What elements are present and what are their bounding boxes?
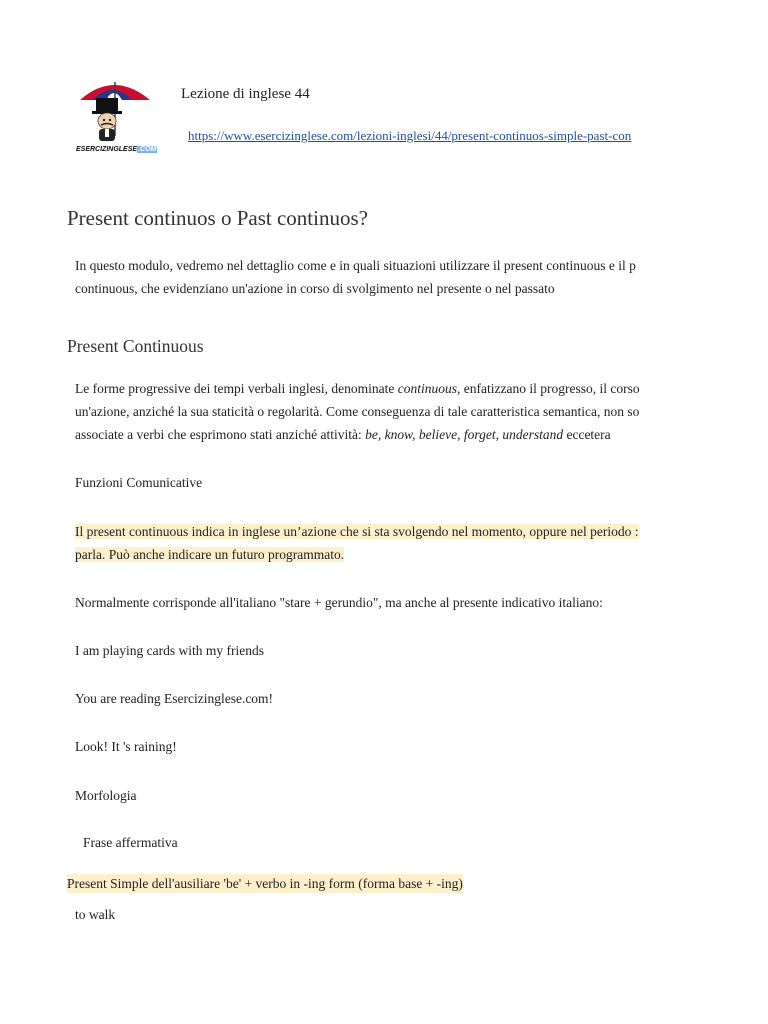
highlight-text-1: Il present continuous indica in inglese un’azione che si sta svolgendo nel momento, oppure nel periodo : <box>75 524 639 539</box>
p3-text-end: eccetera <box>563 427 611 442</box>
funzioni-label: Funzioni Comunicative <box>75 475 203 490</box>
section-paragraph-line-3 <box>75 423 701 446</box>
p3-text: associate a verbi che esprimono stati anziché attività: <box>75 427 366 442</box>
rule-line <box>67 876 463 892</box>
lesson-title: Lezione di inglese 44 <box>181 86 310 102</box>
highlight-line-2 <box>75 543 701 566</box>
p3-examples: be, know, believe, forget, understand <box>365 427 564 442</box>
section-heading: Present Continuous <box>67 336 204 356</box>
logo-text: ESERCIZINGLESE <box>76 146 138 153</box>
example-3: Look! It 's raining! <box>75 739 177 754</box>
logo-suffix: .COM <box>138 146 157 153</box>
esercizinglese-logo <box>76 76 157 164</box>
section-paragraph-line-1 <box>75 377 701 400</box>
p1-text: Le forme progressive dei tempi verbali inglesi, denominate <box>75 381 398 396</box>
section-paragraph-line-2: un'azione, anziché la sua staticità o regolarità. Come conseguenza di tale caratteristica semantica, non so <box>75 404 640 419</box>
intro-line-2: continuous, che evidenziano un'azione in corso di svolgimento nel presente o nel passato <box>75 281 555 296</box>
intro-line-1: In questo modulo, vedremo nel dettaglio come e in quali situazioni utilizzare il present continuous e il p <box>75 258 636 273</box>
frase-affermativa-label: Frase affermativa <box>83 835 178 850</box>
to-walk-text: to walk <box>75 907 116 922</box>
p1-text-end: , enfatizzano il progresso, il corso <box>457 381 640 396</box>
morfologia-label: Morfologia <box>75 788 137 803</box>
lesson-url-link[interactable]: https://www.esercizinglese.com/lezioni-inglesi/44/present-continuos-simple-past-con <box>188 128 632 143</box>
page-title: Present continuos o Past continuos? <box>67 206 368 230</box>
example-1: I am playing cards with my friends <box>75 643 264 658</box>
highlight-text-2: parla. Può anche indicare un futuro programmato. <box>75 547 345 562</box>
logo-wordmark <box>76 146 157 153</box>
example-2: You are reading Esercizinglese.com! <box>75 691 274 706</box>
normalmente-text: Normalmente corrisponde all'italiano "stare + gerundio", ma anche al presente indicativo italiano: <box>75 595 603 610</box>
highlight-line-1 <box>75 520 701 543</box>
p1-emphasis: continuous <box>397 381 458 396</box>
rule-text: Present Simple dell'ausiliare 'be' + verbo in -ing form (forma base + -ing) <box>67 876 463 891</box>
